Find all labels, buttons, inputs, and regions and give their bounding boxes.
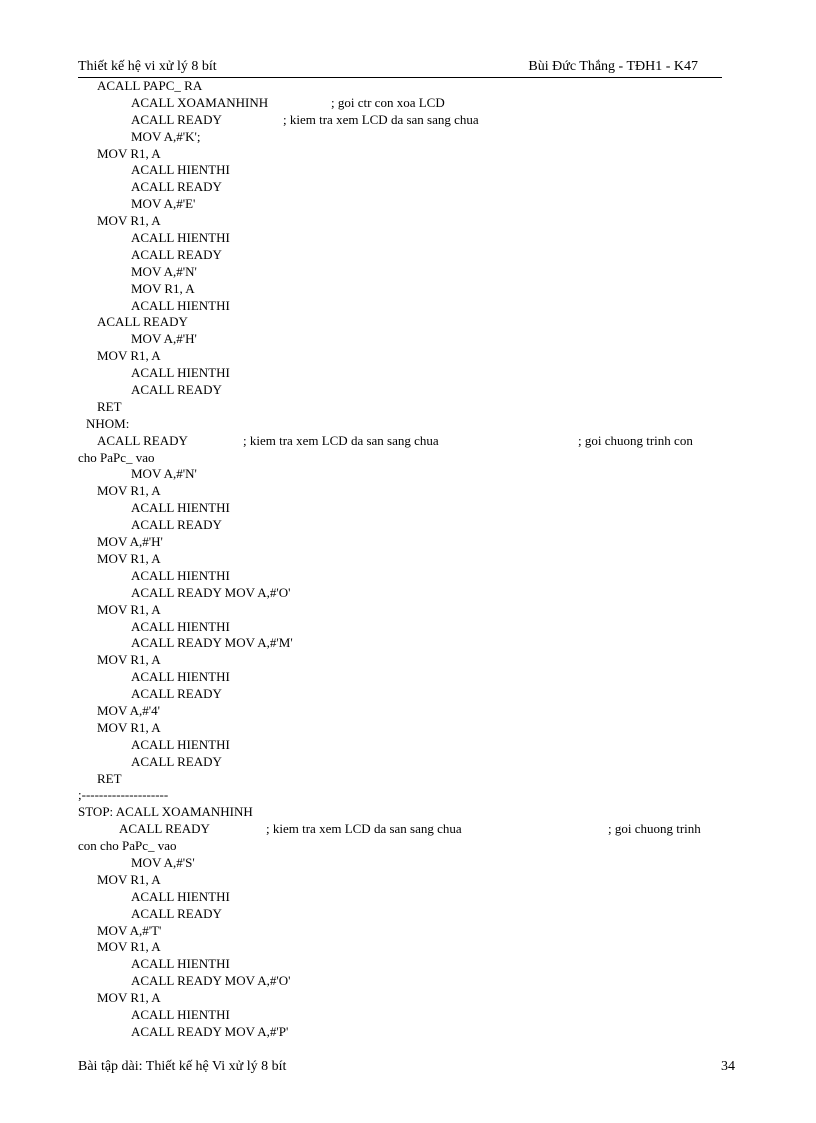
code-comment: ; kiem tra xem LCD da san sang chua	[243, 432, 439, 448]
code-line: ACALL READY MOV A,#'M'	[131, 635, 293, 651]
code-line: ACALL HIENTHI	[131, 618, 230, 634]
code-line: ACALL HIENTHI	[131, 230, 230, 246]
code-line: ACALL READY ; kiem tra xem LCD da san sang chua ; goi chuong trinh	[119, 821, 701, 837]
code-separator: ;--------------------	[78, 787, 169, 803]
code-line: MOV A,#'H'	[97, 534, 163, 550]
code-comment: ; kiem tra xem LCD da san sang chua	[266, 821, 462, 837]
code-label: NHOM:	[86, 415, 130, 431]
code-line: ACALL HIENTHI	[131, 567, 230, 583]
code-comment: ; goi ctr con xoa LCD	[331, 94, 445, 110]
code-line: ACALL READY ; kiem tra xem LCD da san sang chua ; goi chuong trinh con	[97, 432, 693, 448]
code-line: ACALL READY	[131, 179, 222, 195]
code-line: MOV A,#'N'	[131, 263, 197, 279]
code-line: MOV A,#'K';	[131, 128, 201, 144]
code-line: ACALL READY	[131, 517, 222, 533]
code-line: ACALL READY	[131, 686, 222, 702]
code-line: ACALL HIENTHI	[131, 500, 230, 516]
code-line: MOV R1, A	[97, 550, 161, 566]
code-line: MOV A,#'T'	[97, 922, 162, 938]
footer-title: Bài tập dài: Thiết kế hệ Vi xử lý 8 bít	[78, 1059, 287, 1074]
code-line: MOV R1, A	[97, 601, 161, 617]
code-line: ACALL HIENTHI	[131, 956, 230, 972]
code-line: MOV R1, A	[97, 145, 161, 161]
code-line: ACALL HIENTHI	[131, 297, 230, 313]
code-comment: ; goi chuong trinh	[608, 821, 701, 837]
code-line: MOV R1, A	[97, 213, 161, 229]
header-title: Thiết kế hệ vi xử lý 8 bít	[78, 59, 217, 74]
code-line: ACALL READY	[131, 905, 222, 921]
code-line: MOV A,#'S'	[131, 854, 195, 870]
code-line: RET	[97, 398, 122, 414]
code-line: MOV R1, A	[97, 719, 161, 735]
code-line: cho PaPc_ vao	[78, 449, 155, 465]
code-line: ACALL XOAMANHINH ; goi ctr con xoa LCD	[131, 94, 445, 110]
page-number: 34	[721, 1059, 735, 1074]
code-line: MOV R1, A	[97, 990, 161, 1006]
code-line: MOV A,#'E'	[131, 196, 196, 212]
code-line: ACALL READY	[131, 382, 222, 398]
code-line: MOV A,#'H'	[131, 331, 197, 347]
code-line: MOV R1, A	[97, 871, 161, 887]
code-label: STOP: ACALL XOAMANHINH	[78, 804, 253, 820]
code-line: ACALL READY MOV A,#'P'	[131, 1023, 289, 1039]
code-line: MOV A,#'4'	[97, 702, 160, 718]
code-line: MOV A,#'N'	[131, 466, 197, 482]
code-line: ACALL READY	[97, 314, 188, 330]
code-line: con cho PaPc_ vao	[78, 838, 177, 854]
code-line: MOV R1, A	[131, 280, 195, 296]
code-line: RET	[97, 770, 122, 786]
code-line: ACALL HIENTHI	[131, 736, 230, 752]
code-listing	[78, 78, 718, 1041]
code-line: ACALL READY MOV A,#'O'	[131, 973, 291, 989]
code-line: ACALL HIENTHI	[131, 888, 230, 904]
code-line: ACALL READY	[131, 753, 222, 769]
code-line: ACALL HIENTHI	[131, 669, 230, 685]
code-line: ACALL READY MOV A,#'O'	[131, 584, 291, 600]
code-line: ACALL PAPC_ RA	[97, 78, 203, 93]
code-line: MOV R1, A	[97, 939, 161, 955]
code-line: MOV R1, A	[97, 483, 161, 499]
code-comment: ; goi chuong trinh con	[578, 432, 693, 448]
code-line: ACALL READY ; kiem tra xem LCD da san sang chua	[131, 111, 479, 127]
code-line: ACALL HIENTHI	[131, 162, 230, 178]
code-line: ACALL READY	[131, 246, 222, 262]
code-line: ACALL HIENTHI	[131, 365, 230, 381]
header-author: Bùi Đức Thắng - TĐH1 - K47	[528, 59, 698, 74]
code-line: MOV R1, A	[97, 348, 161, 364]
page-header	[78, 58, 722, 78]
code-line: MOV R1, A	[97, 652, 161, 668]
code-comment: ; kiem tra xem LCD da san sang chua	[283, 111, 479, 127]
code-line: ACALL HIENTHI	[131, 1006, 230, 1022]
